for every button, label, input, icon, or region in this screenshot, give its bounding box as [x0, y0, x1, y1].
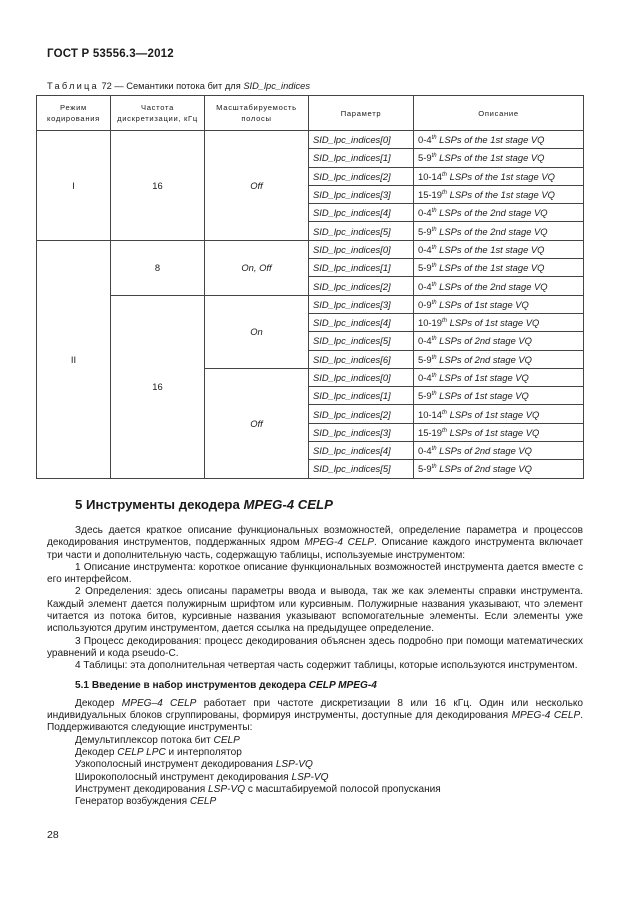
- caption-field: SID_lpc_indices: [243, 81, 310, 91]
- col-header-mode: Режим кодирования: [37, 96, 111, 131]
- cell-description: [414, 423, 584, 441]
- desc-sup: th: [431, 281, 437, 288]
- cell-parameter: SID_lpc_indices[3]: [309, 423, 414, 441]
- desc-range: 5-9: [418, 262, 432, 274]
- cell-parameter: SID_lpc_indices[4]: [309, 313, 414, 331]
- cell-description: [414, 368, 584, 386]
- cell-description: [414, 313, 584, 331]
- cell-description: [414, 332, 584, 350]
- desc-range: 0-4: [418, 243, 432, 255]
- cell-description: [414, 387, 584, 405]
- cell-parameter: SID_lpc_indices[4]: [309, 204, 414, 222]
- cell-parameter: SID_lpc_indices[0]: [309, 131, 414, 149]
- tool-list-item: Инструмент декодирования LSP-VQ с масштабируемой полосой пропускания: [75, 783, 441, 795]
- desc-range: 0-4: [418, 207, 432, 219]
- cell-description: [414, 167, 584, 185]
- desc-sup: th: [431, 244, 437, 251]
- desc-range: 10-19: [418, 317, 442, 329]
- desc-range: 15-19: [418, 189, 442, 201]
- desc-range: 5-9: [418, 353, 432, 365]
- table-row: [37, 240, 584, 258]
- cell-parameter: SID_lpc_indices[3]: [309, 295, 414, 313]
- desc-text: LSPs of 2nd stage VQ: [436, 463, 532, 475]
- cell-mode: II: [37, 240, 111, 478]
- desc-range: 5-9: [418, 463, 432, 475]
- cell-parameter: SID_lpc_indices[5]: [309, 332, 414, 350]
- desc-sup: th: [431, 153, 437, 160]
- section-5-title-italic: MPEG-4 CELP: [243, 497, 333, 512]
- desc-text: LSPs of the 1st stage VQ: [436, 152, 545, 164]
- desc-text: LSPs of the 1st stage VQ: [447, 189, 555, 201]
- cell-scalability: Off: [205, 368, 309, 478]
- semantics-table: [36, 95, 584, 479]
- caption-text: — Семантики потока бит для: [111, 81, 244, 91]
- desc-range: 0-4: [418, 445, 432, 457]
- desc-sup: th: [431, 336, 437, 343]
- col-header-scalability: Масштабируемость полосы: [205, 96, 309, 131]
- col-header-description: Описание: [414, 96, 584, 131]
- cell-description: [414, 259, 584, 277]
- cell-parameter: SID_lpc_indices[0]: [309, 368, 414, 386]
- desc-range: 15-19: [418, 426, 442, 438]
- table-body: [37, 131, 584, 479]
- desc-range: 5-9: [418, 152, 432, 164]
- desc-text: LSPs of the 2nd stage VQ: [436, 207, 548, 219]
- desc-range: 10-14: [418, 170, 442, 182]
- cell-description: [414, 277, 584, 295]
- cell-description: [414, 222, 584, 240]
- desc-sup: th: [431, 391, 437, 398]
- cell-parameter: SID_lpc_indices[1]: [309, 149, 414, 167]
- tool-list-item: Узкополосный инструмент декодирования LSP-VQ: [75, 759, 313, 771]
- paragraph-item-3: 3 Процесс декодирования: процесс декодирования объяснен здесь подробно при помощи математических уравнений и кода pseudo-C.: [47, 635, 583, 659]
- desc-text: LSPs of 1st stage VQ: [447, 426, 540, 438]
- cell-frequency: 16: [111, 295, 205, 478]
- col-header-frequency: Частота дискретизации, кГц: [111, 96, 205, 131]
- cell-description: [414, 131, 584, 149]
- desc-text: LSPs of 1st stage VQ: [436, 372, 529, 383]
- cell-parameter: SID_lpc_indices[1]: [309, 259, 414, 277]
- desc-sup: th: [431, 208, 437, 215]
- tool-list-item: Декодер CELP LPC и интерполятор: [75, 747, 242, 759]
- cell-description: [414, 149, 584, 167]
- cell-mode: I: [37, 131, 111, 241]
- desc-sup: th: [431, 446, 437, 453]
- tool-list-item: Генератор возбуждения CELP: [75, 796, 217, 808]
- desc-text: LSPs of the 1st stage VQ: [436, 243, 545, 255]
- cell-description: [414, 405, 584, 423]
- desc-sup: th: [431, 263, 437, 270]
- cell-description: [414, 350, 584, 368]
- desc-text: LSPs of the 1st stage VQ: [447, 170, 555, 182]
- desc-text: LSPs of 1st stage VQ: [447, 317, 540, 329]
- desc-sup: th: [441, 171, 447, 178]
- desc-sup: th: [431, 135, 437, 142]
- desc-text: LSPs of 1st stage VQ: [447, 408, 540, 420]
- cell-scalability: Off: [205, 131, 309, 241]
- desc-text: LSPs of 2nd stage VQ: [436, 353, 532, 365]
- cell-frequency: 16: [111, 131, 205, 241]
- desc-sup: th: [431, 299, 437, 306]
- cell-scalability: On: [205, 295, 309, 368]
- desc-range: 10-14: [418, 408, 442, 420]
- desc-range: 0-4: [418, 134, 432, 146]
- desc-text: LSPs of 1st stage VQ: [436, 390, 529, 402]
- desc-text: LSPs of 2nd stage VQ: [436, 445, 532, 457]
- desc-sup: th: [441, 317, 447, 324]
- body-text: [47, 525, 583, 809]
- desc-sup: th: [431, 226, 437, 233]
- cell-scalability: On, Off: [205, 240, 309, 295]
- caption-prefix: Таблица: [47, 81, 99, 91]
- cell-parameter: SID_lpc_indices[4]: [309, 442, 414, 460]
- cell-parameter: SID_lpc_indices[2]: [309, 167, 414, 185]
- cell-description: [414, 204, 584, 222]
- caption-number: 72: [101, 81, 112, 91]
- tool-list-item: Широкополосный инструмент декодирования LSP-VQ: [75, 771, 329, 783]
- cell-frequency: 8: [111, 240, 205, 295]
- desc-text: LSPs of the 1st stage VQ: [436, 134, 545, 146]
- table-caption: [47, 81, 310, 91]
- page-number: 28: [47, 829, 59, 841]
- cell-parameter: SID_lpc_indices[2]: [309, 277, 414, 295]
- cell-parameter: SID_lpc_indices[5]: [309, 222, 414, 240]
- paragraph-intro: Здесь дается краткое описание функциональных возможностей, определение параметра и процессов декодирования инструментов, поддержанных ядром MPEG-4 CELP. Описание каждого инструмента включает три части и дополнительную часть, содержащую таблицы, используемые инструментом:: [47, 525, 583, 561]
- desc-sup: th: [431, 372, 437, 379]
- desc-sup: th: [431, 354, 437, 361]
- desc-sup: th: [431, 464, 437, 471]
- desc-range: 0-4: [418, 335, 432, 347]
- table-row: [37, 295, 584, 313]
- col-header-parameter: Параметр: [309, 96, 414, 131]
- document-header: ГОСТ Р 53556.3—2012: [47, 48, 174, 60]
- desc-range: 0-9: [418, 298, 432, 310]
- desc-range: 0-4: [418, 372, 432, 383]
- subsection-5-1-heading: 5.1 Введение в набор инструментов декодера CELP MPEG-4: [75, 679, 377, 691]
- desc-sup: th: [441, 427, 447, 434]
- desc-text: LSPs of 1st stage VQ: [436, 298, 529, 310]
- desc-sup: th: [441, 409, 447, 416]
- paragraph-item-2: 2 Определения: здесь описаны параметры ввода и вывода, так же как элементы справки инструмента. Каждый элемент дается полужирным шрифтом или курсивным. Полужирные названия указывают, что элемент читается из потока битов, курсивные названия указывают вспомогательные элементы. Если элементы уже используются другим инструментом, дается ссылка на предыдущее определение.: [47, 586, 583, 635]
- desc-text: LSPs of the 1st stage VQ: [436, 262, 545, 274]
- paragraph-item-4: 4 Таблицы: эта дополнительная четвертая часть содержит таблицы, которые используются инструментом.: [75, 660, 578, 672]
- desc-sup: th: [441, 189, 447, 196]
- desc-text: LSPs of the 2nd stage VQ: [436, 225, 548, 237]
- cell-description: [414, 295, 584, 313]
- cell-description: [414, 185, 584, 203]
- section-5-title: 5 Инструменты декодера: [75, 497, 244, 512]
- desc-text: LSPs of the 2nd stage VQ: [436, 280, 548, 292]
- table-header-row: [37, 96, 584, 131]
- cell-description: [414, 460, 584, 478]
- table-row: [37, 131, 584, 149]
- cell-description: [414, 442, 584, 460]
- desc-range: 5-9: [418, 390, 432, 402]
- cell-parameter: SID_lpc_indices[0]: [309, 240, 414, 258]
- cell-parameter: SID_lpc_indices[3]: [309, 185, 414, 203]
- cell-parameter: SID_lpc_indices[1]: [309, 387, 414, 405]
- section-5-heading: [75, 497, 333, 512]
- cell-description: [414, 240, 584, 258]
- cell-parameter: SID_lpc_indices[5]: [309, 460, 414, 478]
- desc-range: 5-9: [418, 225, 432, 237]
- paragraph-decoder: Декодер MPEG–4 CELP работает при частоте дискретизации 8 или 16 кГц. Один или несколько индивидуальных блоков сгруппированы, формируя инструменты, доступные для декодирования MPEG-4 CELP. Поддерживаются следующие инструменты:: [47, 697, 584, 734]
- cell-parameter: SID_lpc_indices[6]: [309, 350, 414, 368]
- tool-list-item: Демультиплексор потока бит CELP: [75, 734, 240, 746]
- desc-text: LSPs of 2nd stage VQ: [436, 335, 532, 347]
- paragraph-item-1: 1 Описание инструмента: короткое описание функциональных возможностей инструмента дается вместе с его интерфейсом.: [47, 561, 583, 586]
- cell-parameter: SID_lpc_indices[2]: [309, 405, 414, 423]
- desc-range: 0-4: [418, 280, 432, 292]
